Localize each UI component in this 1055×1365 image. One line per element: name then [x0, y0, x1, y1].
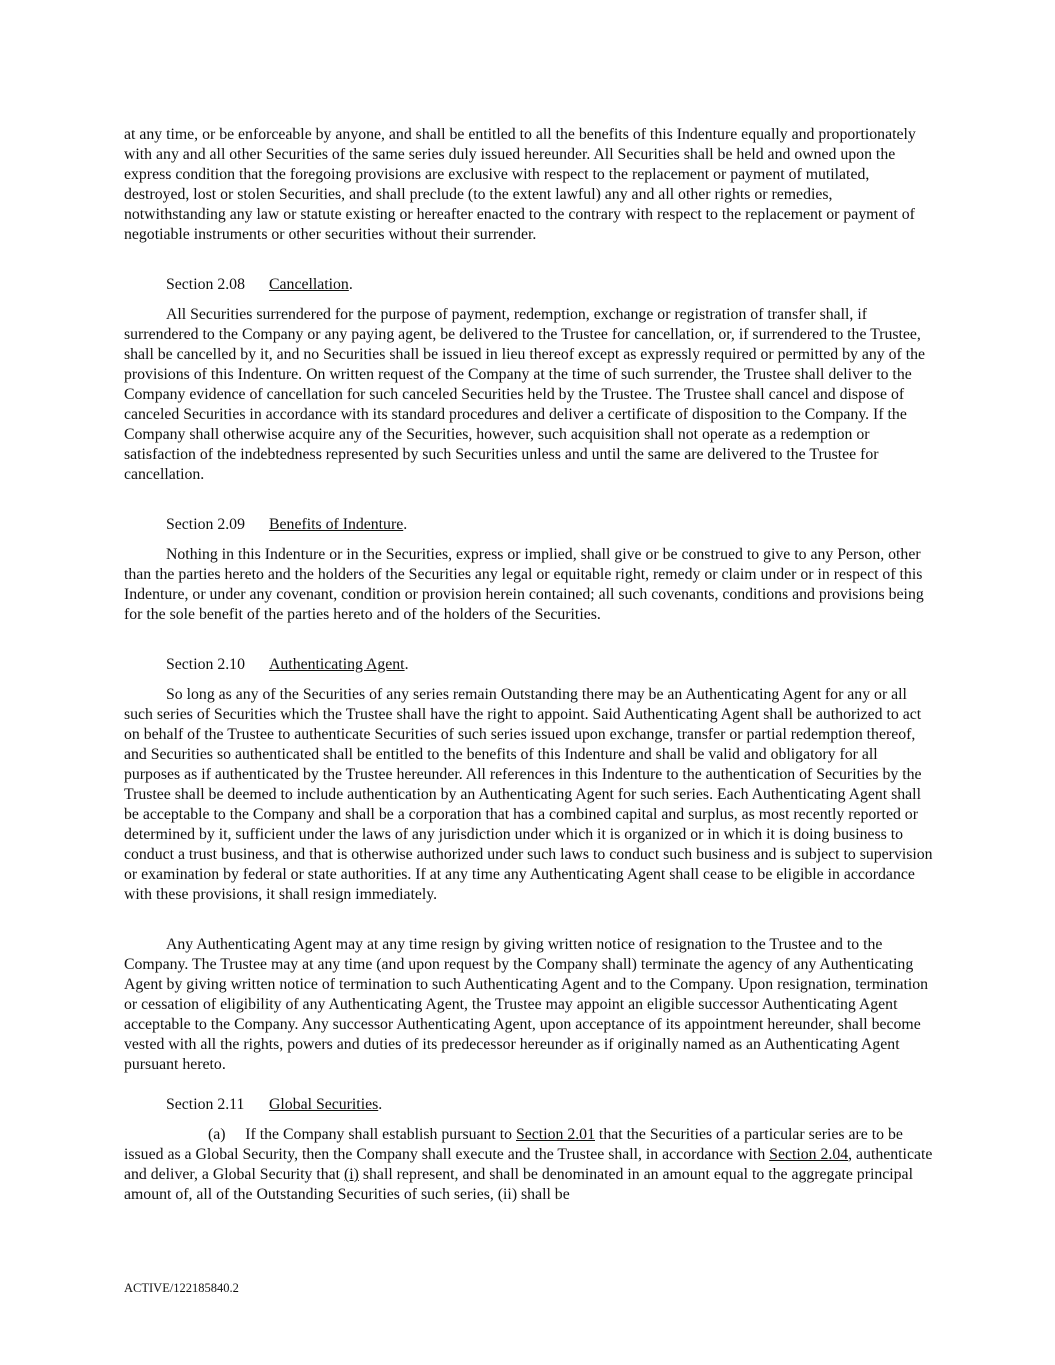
section-number: Section 2.08: [166, 276, 245, 293]
item-i-reference: (i): [344, 1166, 359, 1183]
footer-document-id: ACTIVE/122185840.2: [124, 1281, 239, 1295]
section-title: Global Securities: [269, 1096, 379, 1113]
section-2-09-paragraph: Nothing in this Indenture or in the Securities, express or implied, shall give or be construed to give to any Person, other than the parties hereto and the holders of the Securities any legal or equitable right, remedy or claim under or in respect of this Indenture, or under any covenant, condition or provision herein contained; all such covenants, conditions and provisions being for the sole benefit of the parties hereto and of the holders of the Securities.: [124, 546, 924, 623]
clause-text: , authenticate and deliver, a Global Security that: [124, 1146, 933, 1183]
intro-paragraph: at any time, or be enforceable by anyone, and shall be entitled to all the benefits of this Indenture equally and proportionately with any and all other Securities of the same series duly issued hereunder. All Securities shall be held and owned upon the express condition that the foregoing provisions are exclusive with respect to the replacement or payment of mutilated, destroyed, lost or stolen Securities, and shall preclude (to the extent lawful) any and all other rights or remedies, notwithstanding any law or statute existing or hereafter enacted to the contrary with respect to the replacement or payment of negotiable instruments or other securities without their surrender.: [124, 126, 916, 243]
section-number: Section 2.10: [166, 656, 245, 673]
section-2-11-a-paragraph: [124, 1125, 936, 1205]
section-2-11-heading: Section 2.11 Global Securities.: [166, 1096, 383, 1113]
section-number: Section 2.11: [166, 1096, 245, 1113]
section-2-10-paragraph-2: Any Authenticating Agent may at any time resign by giving written notice of resignation to the Trustee and to the Company. The Trustee may at any time (and upon request by the Company shall) terminate the agency of any Authenticating Agent by giving written notice of termination to such Authenticating Agent and to the Company. Upon resignation, termination or cessation of eligibility of any Authenticating Agent, the Trustee may appoint an eligible successor Authenticating Agent acceptable to the Company. Any successor Authenticating Agent, upon acceptance of its appointment hereunder, shall become vested with all the rights, powers and duties of its predecessor hereunder as if originally named as an Authenticating Agent pursuant hereto.: [124, 936, 929, 1073]
section-title: Cancellation: [269, 276, 349, 293]
document-page: [124, 125, 936, 1205]
section-title: Benefits of Indenture: [269, 516, 404, 533]
section-2-08-paragraph: All Securities surrendered for the purpose of payment, redemption, exchange or registration of transfer shall, if surrendered to the Company or any paying agent, be delivered to the Trustee for cancellation, or, if surrendered to the Trustee, shall be cancelled by it, and no Securities shall be issued in lieu thereof except as expressly required or permitted by any of the provisions of this Indenture. On written request of the Company at the time of such surrender, the Trustee shall deliver to the Company evidence of cancellation for such canceled Securities held by the Trustee. The Trustee shall cancel and dispose of canceled Securities in accordance with its standard procedures and deliver a certificate of disposition to the Company. If the Company shall otherwise acquire any of the Securities, however, such acquisition shall not operate as a redemption or satisfaction of the indebtedness represented by such Securities unless and until the same are delivered to the Trustee for cancellation.: [124, 306, 925, 483]
clause-text: If the Company shall establish pursuant to: [245, 1126, 516, 1143]
section-2-10-paragraph-1: So long as any of the Securities of any series remain Outstanding there may be an Authenticating Agent for any or all such series of Securities which the Trustee shall have the right to appoint. Said Authenticating Agent shall be authorized to act on behalf of the Trustee to authenticate Securities of such series issued upon exchange, transfer or partial redemption thereof, and Securities so authenticated shall be entitled to the benefits of this Indenture and shall be valid and obligatory for all purposes as if authenticated by the Trustee hereunder. All references in this Indenture to the authentication of Securities by the Trustee shall be deemed to include authentication by an Authenticating Agent for such series. Each Authenticating Agent shall be acceptable to the Company and shall be a corporation that has a combined capital and surplus, as most recently reported or determined by it, sufficient under the laws of any jurisdiction under which it is organized or in which it is doing business to conduct a trust business, and that is otherwise authorized under such laws to conduct such business and is subject to supervision or examination by federal or state authorities. If at any time any Authenticating Agent shall cease to be eligible in accordance with these provisions, it shall resign immediately.: [124, 686, 933, 903]
section-2-09-heading: Section 2.09 Benefits of Indenture.: [166, 516, 408, 533]
section-number: Section 2.09: [166, 516, 245, 533]
clause-text: shall represent, and shall be denominated in an amount equal to the aggregate principal amount of, all of the Outstanding Securities of such series, (ii) shall be: [124, 1166, 913, 1203]
section-2-10-heading: Section 2.10 Authenticating Agent.: [166, 656, 409, 673]
section-2-08-heading: Section 2.08 Cancellation.: [166, 276, 353, 293]
clause-text: that the Securities of a particular series are to be issued as a Global Security, then the Company shall execute and the Trustee shall, in accordance with: [124, 1126, 903, 1163]
section-2-04-reference[interactable]: Section 2.04: [769, 1146, 849, 1163]
section-2-01-reference[interactable]: Section 2.01: [516, 1126, 595, 1143]
clause-label: (a): [208, 1126, 226, 1143]
section-title: Authenticating Agent: [269, 656, 405, 673]
